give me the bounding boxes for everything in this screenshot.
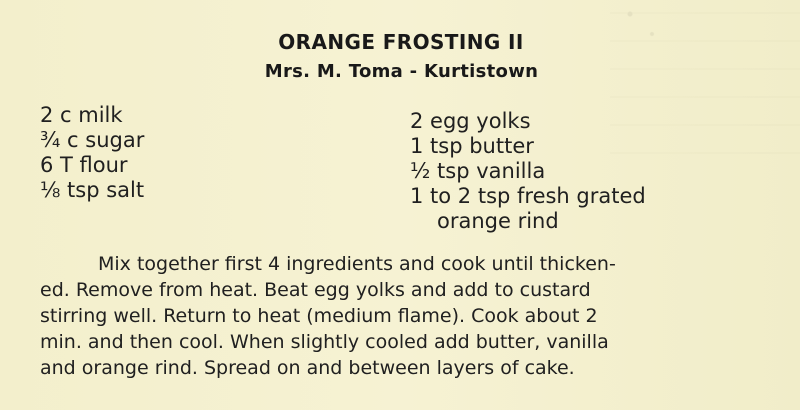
- ingredient-line: 1 tsp butter: [410, 134, 534, 158]
- ingredient-line: ⅛ tsp salt: [40, 178, 145, 202]
- ingredients-left-column: [40, 103, 280, 203]
- recipe-title: ORANGE FROSTING II: [278, 30, 524, 54]
- ingredient-line: 1 to 2 tsp fresh grated: [410, 184, 646, 208]
- ingredient-line: 6 T flour: [40, 153, 128, 177]
- direction-line: and orange rind. Spread on and between layers of cake.: [40, 357, 575, 379]
- ingredients-right-column: [410, 109, 740, 234]
- direction-line: Mix together first 4 ingredients and cook until thicken-: [98, 253, 616, 275]
- direction-line: stirring well. Return to heat (medium flame). Cook about 2: [40, 305, 598, 327]
- ingredient-line: ½ tsp vanilla: [410, 159, 546, 183]
- ingredient-line: 2 c milk: [40, 103, 123, 127]
- direction-line: ed. Remove from heat. Beat egg yolks and add to custard: [40, 279, 591, 301]
- ingredient-line: ¾ c sugar: [40, 128, 145, 152]
- recipe-directions: [40, 251, 760, 381]
- ingredient-line: 2 egg yolks: [410, 109, 531, 133]
- ingredient-line: orange rind: [437, 209, 559, 233]
- direction-line: min. and then cool. When slightly cooled add butter, vanilla: [40, 331, 609, 353]
- recipe-author: Mrs. M. Toma - Kurtistown: [264, 61, 539, 82]
